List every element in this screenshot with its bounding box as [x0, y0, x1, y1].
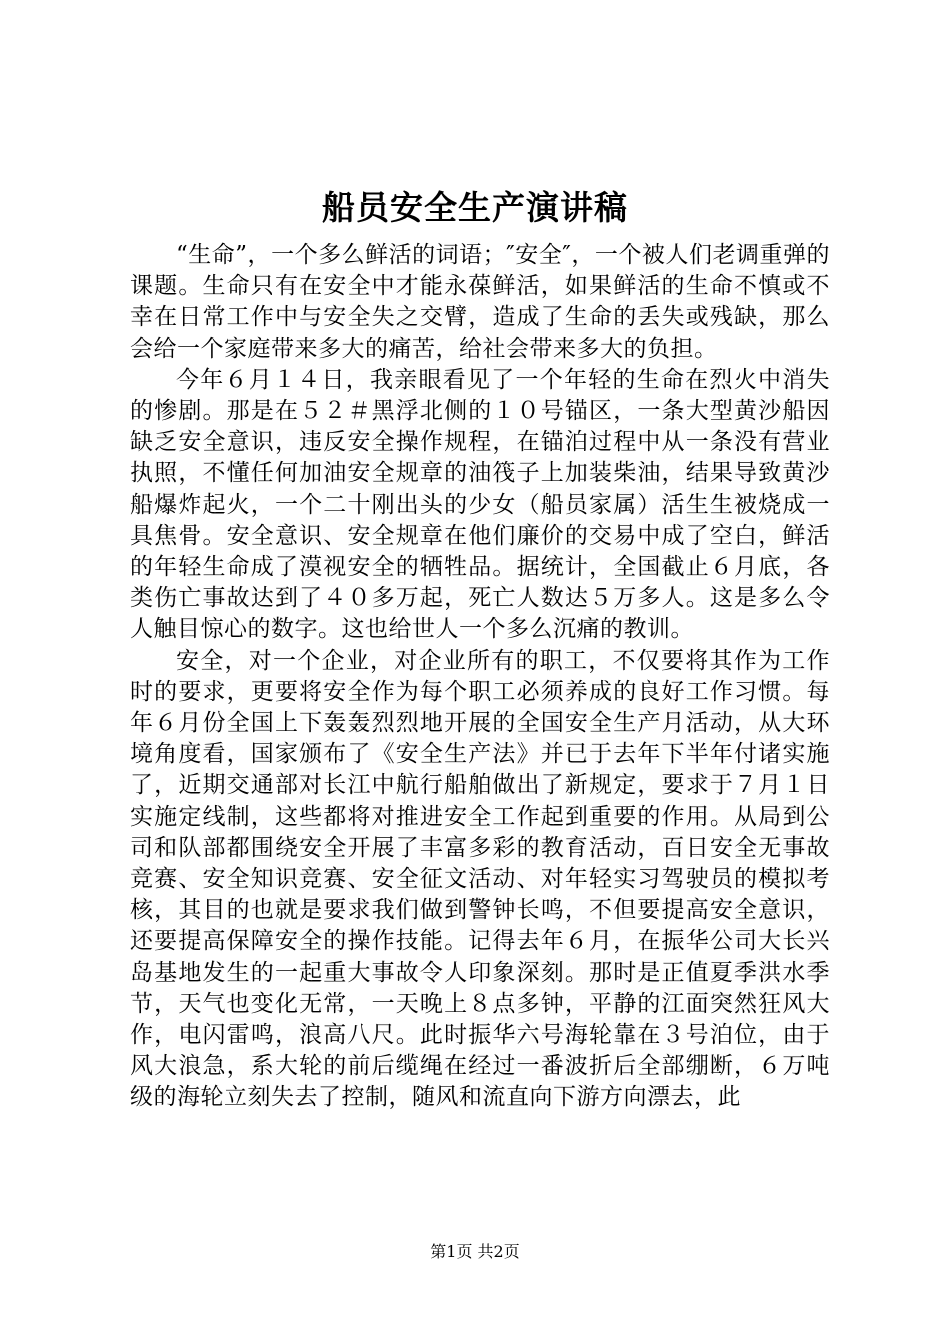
- document-title: 船员安全生产演讲稿: [322, 188, 628, 227]
- paragraph-3: 安全，对一个企业，对企业所有的职工，不仅要将其作为工作时的要求，更要将安全作为每个职工必须养成的良好工作习惯。每年６月份全国上下轰轰烈烈地开展的全国安全生产月活动，从大环境角度看，国家颁布了《安全生产法》并已于去年下半年付诸实施了，近期交通部对长江中航行船舶做出了新规定，要求于７月１日实施定线制，这些都将对推进安全工作起到重要的作用。从局到公司和队部都围绕安全开展了丰富多彩的教育活动，百日安全无事故竞赛、安全知识竞赛、安全征文活动、对年轻实习驾驶员的模拟考核，其目的也就是要求我们做到警钟长鸣，不但要提高安全意识，还要提高保障安全的操作技能。记得去年６月，在振华公司大长兴岛基地发生的一起重大事故令人印象深刻。那时是正值夏季洪水季节，天气也变化无常，一天晚上８点多钟，平静的江面突然狂风大作，电闪雷鸣，浪高八尺。此时振华六号海轮靠在３号泊位，由于风大浪急，系大轮的前后缆绳在经过一番波折后全部绷断，６万吨级的海轮立刻失去了控制，随风和流直向下游方向漂去，此: [130, 647, 830, 1111]
- document-body: [130, 240, 830, 1114]
- paragraph-1: “生命”，一个多么鲜活的词语；″安全″，一个被人们老调重弹的课题。生命只有在安全中才能永葆鲜活，如果鲜活的生命不慎或不幸在日常工作中与安全失之交臂，造成了生命的丢失或残缺，那么会给一个家庭带来多大的痛苦，给社会带来多大的负担。: [130, 242, 830, 362]
- paragraph-2: 今年６月１４日，我亲眼看见了一个年轻的生命在烈火中消失的惨剧。那是在５２＃黑浮北侧的１０号锚区，一条大型黄沙船因缺乏安全意识，违反安全操作规程，在锚泊过程中从一条没有营业执照，不懂任何加油安全规章的油筏子上加装柴油，结果导致黄沙船爆炸起火，一个二十刚出头的少女（船员家属）活生生被烧成一具焦骨。安全意识、安全规章在他们廉价的交易中成了空白，鲜活的年轻生命成了漠视安全的牺牲品。据统计，全国截止６月底，各类伤亡事故达到了４０多万起，死亡人数达５万多人。这是多么令人触目惊心的数字。这也给世人一个多么沉痛的教训。: [130, 366, 830, 643]
- page-number-footer: 第1页 共2页: [430, 1242, 520, 1261]
